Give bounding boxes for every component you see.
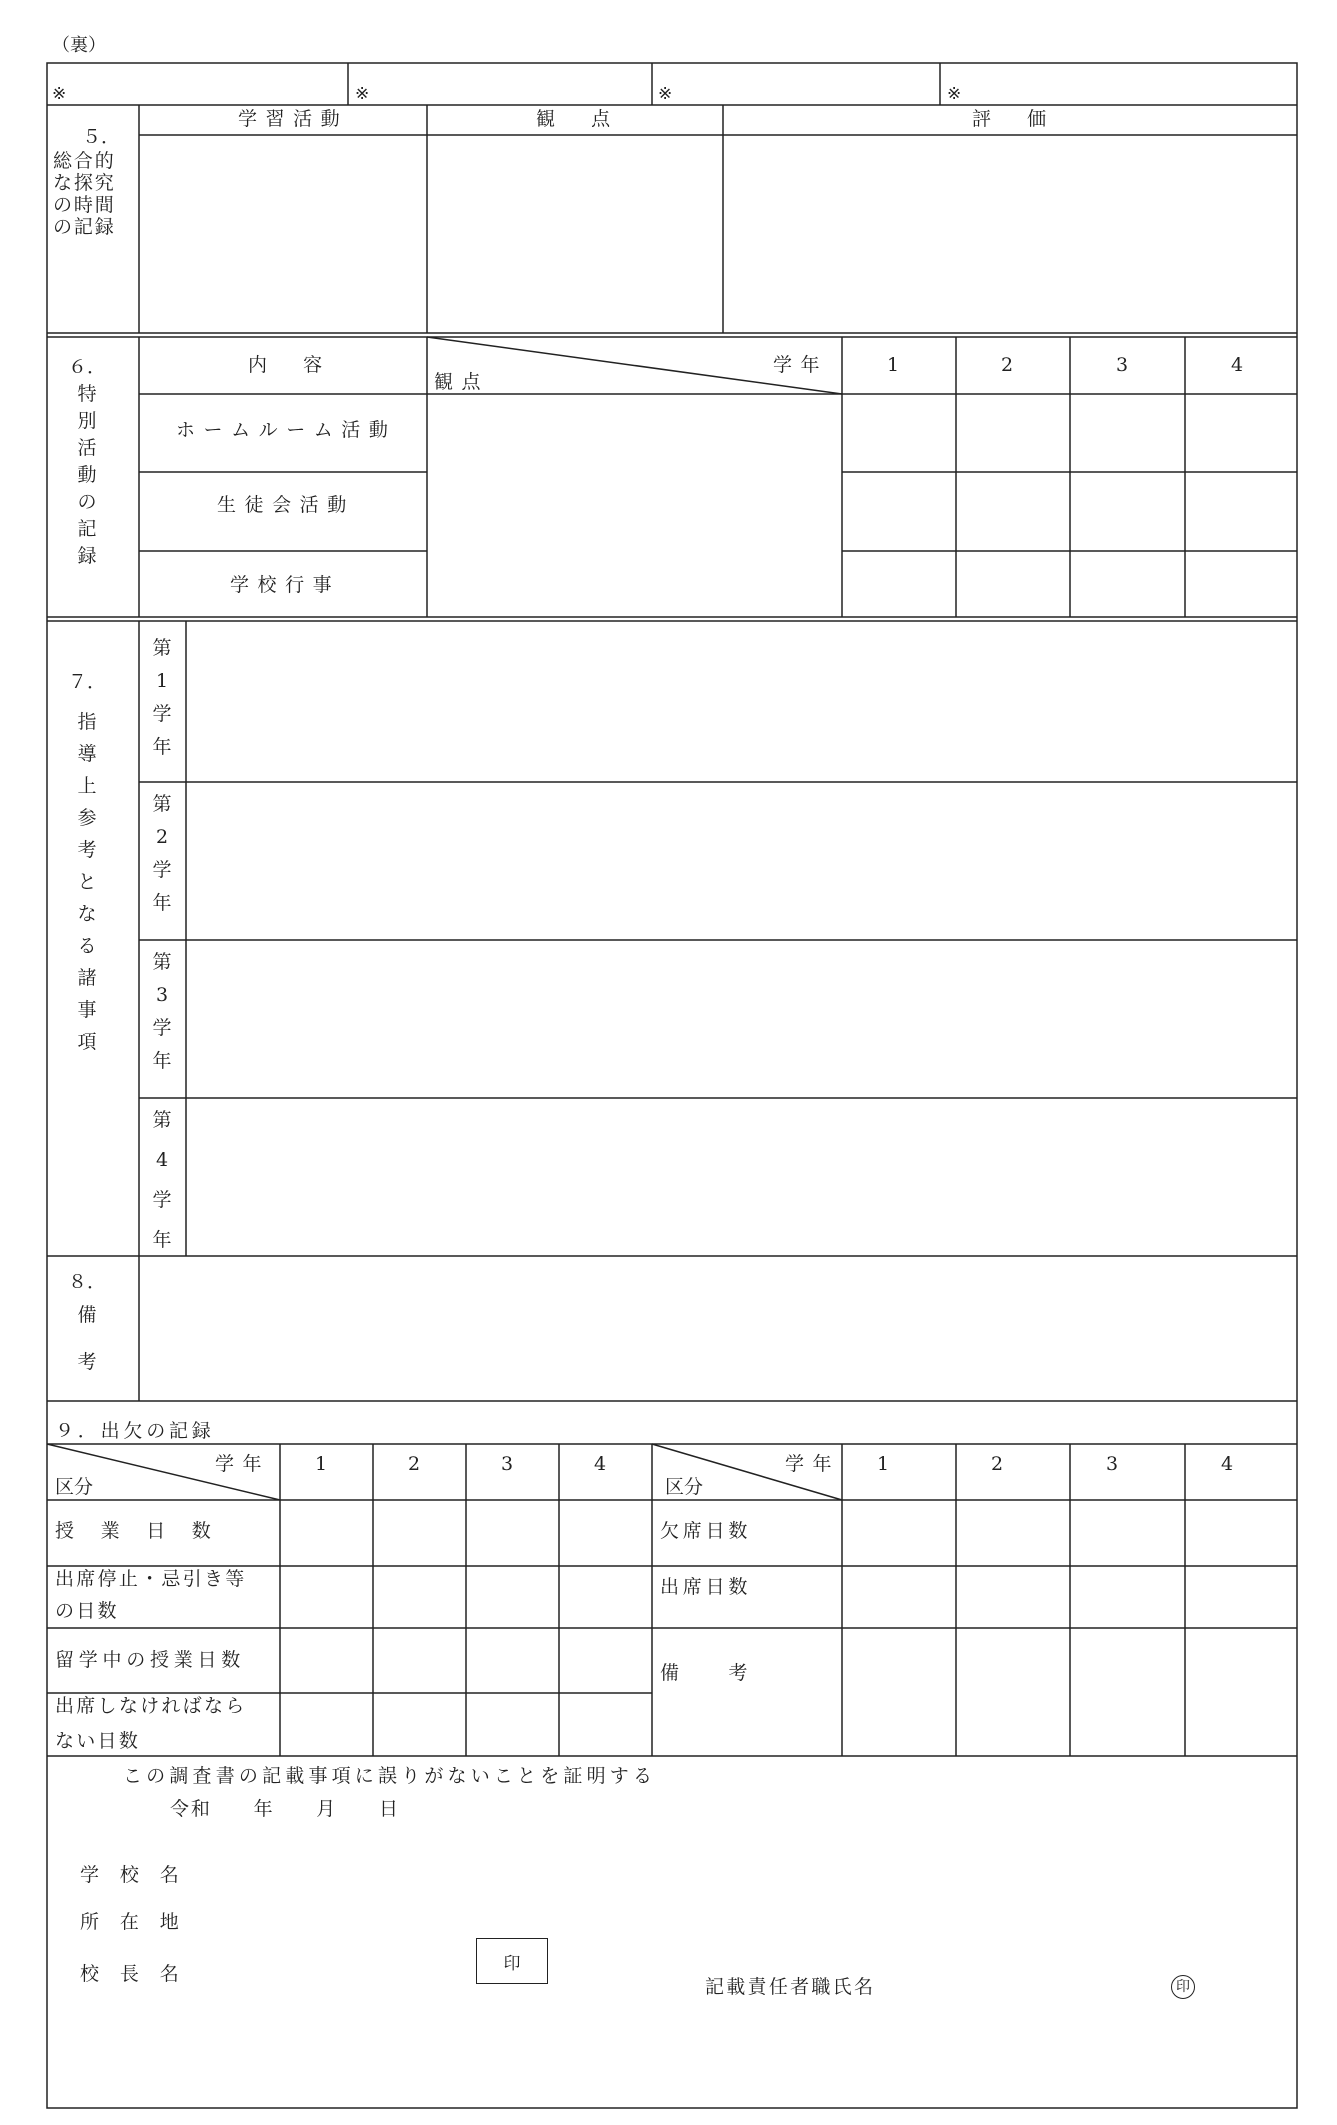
sec9-row-study-abroad: 留学中の授業日数: [55, 1649, 246, 1671]
sec5-number: ５．: [82, 126, 121, 148]
sec9-row-absence-days: 欠席日数: [660, 1520, 752, 1542]
sec6-title: [68, 356, 107, 567]
cert-address-label: 所在地: [80, 1911, 200, 1933]
sec9-left-grade-2: 2: [408, 1453, 421, 1475]
sec9-row-required-2: ない日数: [55, 1730, 141, 1752]
sec7-title-char: 導: [77, 743, 97, 765]
cert-school-name-label: 学校名: [80, 1864, 200, 1886]
sec7-year-char: 1: [155, 670, 169, 692]
sec7-title-char: ７．: [68, 671, 107, 693]
sec9-left-diag-category: 区分: [55, 1476, 94, 1498]
sec7-year-char: 3: [155, 984, 169, 1006]
cert-principal-label: 校長名: [80, 1963, 200, 1985]
sec8-title-char: 考: [77, 1351, 97, 1373]
sec8-title-char: ８．: [68, 1271, 107, 1293]
sec6-row-student-council: 生徒会活動: [217, 494, 355, 516]
sec5-title-line: 総合的: [53, 150, 116, 172]
sec7-year-char: 第: [152, 951, 172, 973]
sec6-grade-2: 2: [1001, 354, 1014, 376]
sec8-title-char: 備: [77, 1304, 97, 1326]
sec7-year-char: 4: [155, 1149, 169, 1171]
sec9-row-suspension-2: の日数: [55, 1600, 119, 1622]
sec8-title: [68, 1271, 107, 1373]
sec6-title-char: 別: [77, 410, 97, 432]
sec7-year-char: 年: [152, 892, 172, 914]
sec7-year-4-label: [147, 1111, 177, 1250]
sec5-title-line: の記録: [53, 216, 116, 238]
sec7-title-char: 諸: [77, 967, 97, 989]
sec7-title-char: 事: [77, 999, 97, 1021]
sec6-row-school-events: 学校行事: [230, 574, 341, 596]
sec7-year-char: 第: [152, 637, 172, 659]
sec7-title-char: 参: [77, 807, 97, 829]
sec6-title-char: 動: [77, 464, 97, 486]
sec6-title-char: 活: [77, 437, 97, 459]
sec7-title-char: る: [77, 935, 97, 957]
sec9-row-suspension-1: 出席停止・忌引き等: [55, 1568, 247, 1590]
sec9-right-grade-2: 2: [991, 1453, 1004, 1475]
sec6-diag-viewpoint: 観点: [434, 371, 490, 393]
header-mark-4: ※: [947, 84, 962, 104]
sec6-col-content: 内 容: [248, 354, 331, 376]
sec7-year-3-label: [147, 953, 177, 1071]
sec7-year-char: 年: [152, 1229, 172, 1251]
sec5-title: [53, 150, 116, 238]
sec6-grade-3: 3: [1116, 354, 1129, 376]
sec7-title-char: な: [77, 903, 97, 925]
sec9-right-grade-3: 3: [1106, 1453, 1119, 1475]
sec9-row-remarks: 備 考: [660, 1662, 752, 1684]
sec7-year-char: 学: [152, 1017, 172, 1039]
sec6-grade-1: 1: [887, 354, 900, 376]
sec9-left-grade-3: 3: [501, 1453, 514, 1475]
sec7-year-char: 第: [152, 793, 172, 815]
sec7-title-char: 指: [77, 711, 97, 733]
sec9-left-diag-grade: 学年: [215, 1453, 271, 1475]
sec7-year-char: 学: [152, 703, 172, 725]
cert-date: 令和 年 月 日: [170, 1798, 400, 1820]
sec6-title-char: 特: [77, 383, 97, 405]
sec6-title-char: ６．: [68, 356, 107, 378]
sec7-title: [68, 671, 107, 1053]
sec7-year-2-label: [147, 795, 177, 913]
page-side-label: （裏）: [52, 35, 106, 56]
sec7-year-char: 年: [152, 736, 172, 758]
sec7-title-char: 項: [77, 1031, 97, 1053]
sec7-year-char: 学: [152, 859, 172, 881]
cert-statement: この調査書の記載事項に誤りがないことを証明する: [123, 1765, 657, 1787]
sec7-title-char: 考: [77, 839, 97, 861]
sec9-right-diag-category: 区分: [665, 1476, 704, 1498]
sec7-year-1-label: [147, 639, 177, 757]
sec9-left-grade-4: 4: [594, 1453, 607, 1475]
sec7-year-char: 2: [155, 826, 169, 848]
sec9-row-attendance-days: 出席日数: [660, 1576, 752, 1598]
sec6-row-homeroom: ホームルーム活動: [176, 419, 397, 441]
header-mark-3: ※: [658, 84, 673, 104]
sec6-title-char: 記: [77, 518, 97, 540]
sec9-row-required-1: 出席しなければなら: [55, 1695, 247, 1717]
sec5-title-line: な探究: [53, 172, 116, 194]
sec9-left-grade-1: 1: [315, 1453, 328, 1475]
header-mark-2: ※: [355, 84, 370, 104]
sec7-year-char: 学: [152, 1189, 172, 1211]
header-mark-1: ※: [52, 84, 67, 104]
sec5-col-evaluation: 評 価: [972, 108, 1055, 130]
seal-circle: 印: [1171, 1975, 1195, 1999]
sec9-right-grade-4: 4: [1221, 1453, 1234, 1475]
sec6-grade-4: 4: [1231, 354, 1244, 376]
sec7-year-char: 第: [152, 1109, 172, 1131]
sec6-diag-grade: 学年: [773, 354, 829, 376]
seal-box: 印: [476, 1938, 548, 1984]
cert-recorder-label: 記載責任者職氏名: [705, 1976, 876, 1998]
sec6-title-char: の: [77, 491, 97, 513]
sec9-right-diag-grade: 学年: [785, 1453, 841, 1475]
sec7-title-char: 上: [77, 775, 97, 797]
sec9-title: ９．出欠の記録: [55, 1420, 215, 1442]
sec6-title-char: 録: [77, 545, 97, 567]
sec9-row-class-days: 授 業 日 数: [55, 1520, 215, 1542]
sec5-col-activity: 学習活動: [238, 108, 349, 130]
sec5-title-line: の時間: [53, 194, 116, 216]
sec9-right-grade-1: 1: [877, 1453, 890, 1475]
sec5-col-viewpoint: 観 点: [536, 108, 619, 130]
sec7-year-char: 年: [152, 1050, 172, 1072]
sec7-title-char: と: [77, 871, 97, 893]
